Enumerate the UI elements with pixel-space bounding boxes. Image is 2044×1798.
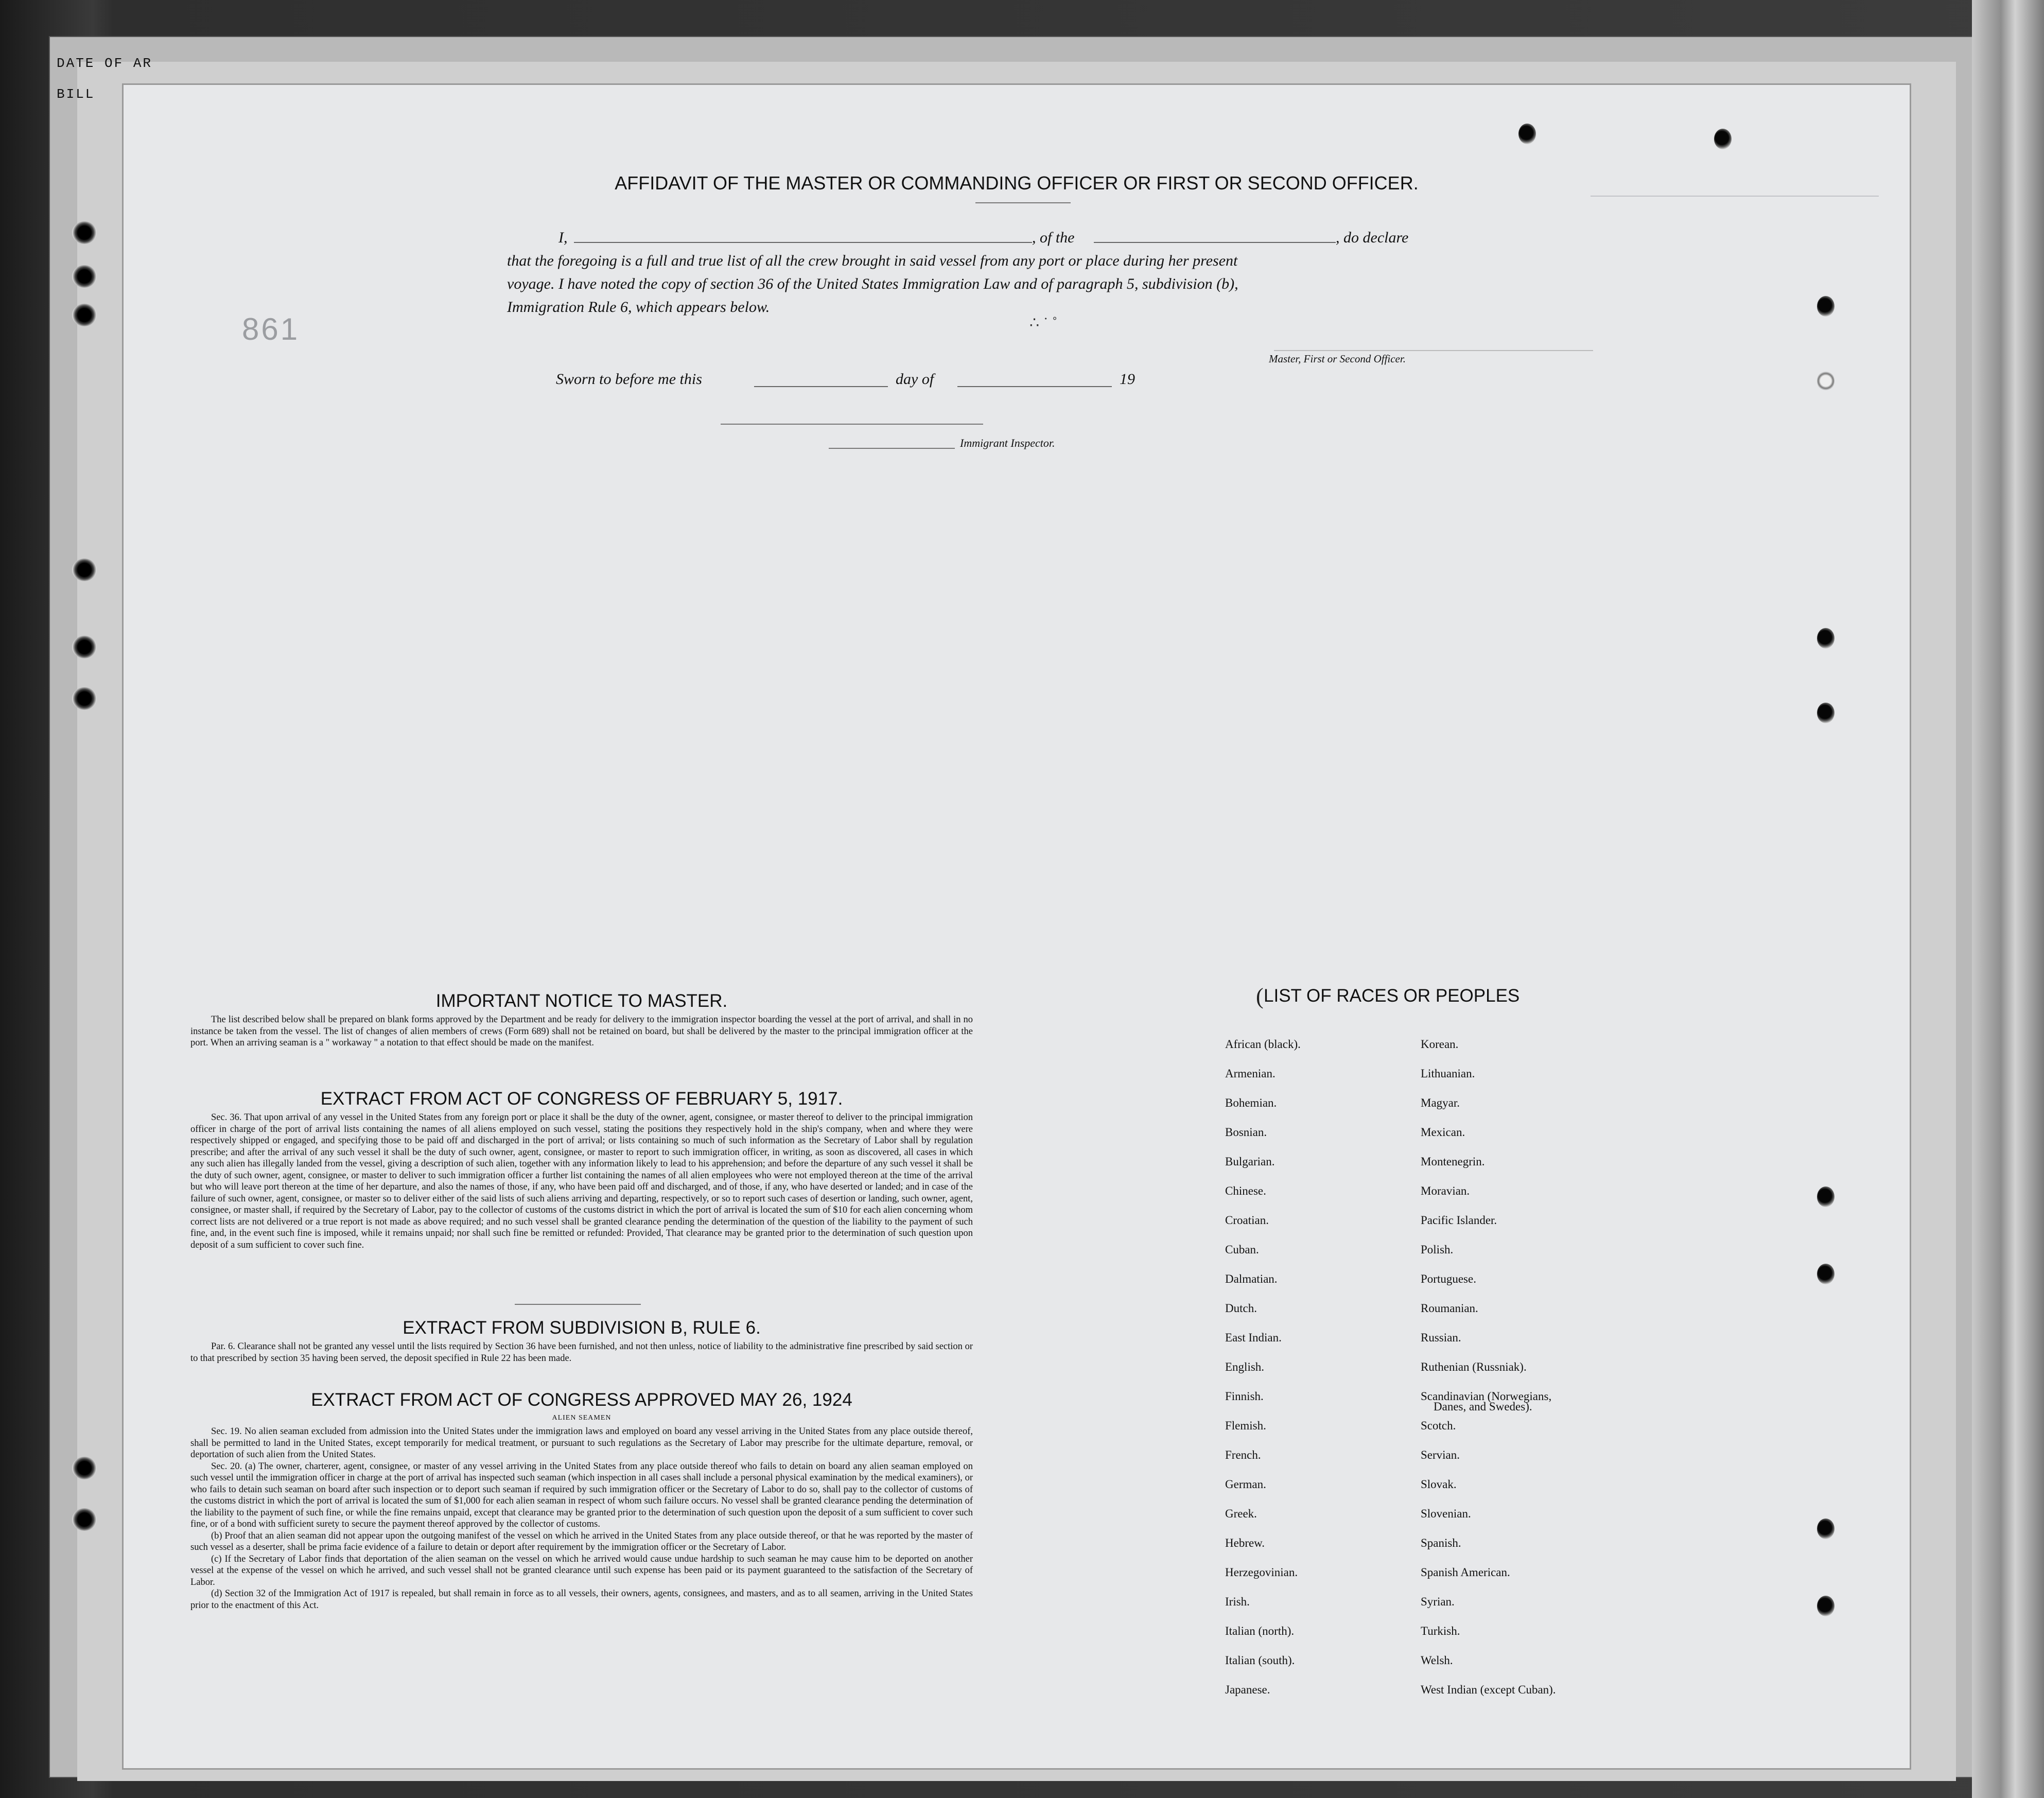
underlying-corner-text: DATE OF AR	[57, 56, 153, 71]
affidavit-page	[124, 85, 1910, 1768]
race-item: Pacific Islander.	[1421, 1214, 1497, 1227]
race-item: French.	[1225, 1448, 1261, 1461]
master-signature-line[interactable]	[1274, 350, 1593, 351]
race-item: Spanish American.	[1421, 1566, 1510, 1579]
bleed-through-rule	[1591, 196, 1879, 197]
race-item: Turkish.	[1421, 1625, 1460, 1637]
race-item: Syrian.	[1421, 1595, 1455, 1608]
race-item: English.	[1225, 1360, 1265, 1373]
name-blank[interactable]	[574, 242, 1032, 243]
binder-hole	[72, 265, 97, 288]
race-item: Korean.	[1421, 1038, 1459, 1051]
year-prefix: 19	[1120, 371, 1135, 388]
races-bracket: (	[1256, 984, 1264, 1009]
binder-hole	[72, 636, 97, 658]
punch-hole	[1817, 628, 1835, 649]
race-item: Greek.	[1225, 1507, 1257, 1520]
extract-1917-title: EXTRACT FROM ACT OF CONGRESS OF FEBRUARY 5, 1917.	[320, 1089, 843, 1109]
punch-hole	[1817, 1596, 1835, 1616]
sec-20a-text: Sec. 20. (a) The owner, charterer, agent, consignee, or master of any vessel arriving in the United States from any place outside thereof who fails to detain on board any alien seaman employed on such vessel until the immigration officer in charge at the port of arrival has inspected such seaman (which inspection in all cases shall include a personal physical examination by the medical examiners), or who fails to detain such seaman on board after such inspection or to deport such seaman if required by such immigration officer or the Secretary of Labor to do so, shall pay to the collector of customs of the customs district in which the port of arrival is located the sum of $1,000 for each alien seaman in respect of whom such failure occurs. No vessel shall be granted clearance pending the determination of the liability to the payment of such fine, or while the fine remains unpaid, except that clearance may be granted prior to the determination of such question upon the deposit of a sum sufficient to cover such fine, or of a bond with sufficient surety to secure the payment thereof approved by the collector of customs.	[190, 1461, 973, 1529]
affidavit-line-2: that the foregoing is a full and true list of all the crew brought in said vessel from any port or place during her present	[507, 252, 1238, 269]
affidavit-do-declare: , do declare	[1336, 229, 1409, 246]
race-item: Flemish.	[1225, 1419, 1266, 1432]
race-item: Croatian.	[1225, 1214, 1269, 1227]
race-item: Magyar.	[1421, 1096, 1460, 1109]
binder-hole	[72, 1457, 97, 1479]
sec-20d-text: (d) Section 32 of the Immigration Act of 1917 is repealed, but shall remain in force as to all vessels, their owners, agents, consignees, and masters, and as to all seamen, arriving in the United States prior to the enactment of this Act.	[190, 1588, 973, 1611]
extract-rule6-text: Par. 6. Clearance shall not be granted any vessel until the lists required by Section 36 have been furnished, and not then unless, notice of liability to the administrative fine prescribed by said section or to that prescribed by section 35 having been served, the deposit specified in Rule 22 has been made.	[190, 1341, 973, 1364]
race-item: Montenegrin.	[1421, 1155, 1485, 1168]
race-item: Mexican.	[1421, 1126, 1465, 1139]
binder-hole	[72, 687, 97, 710]
inspector-label: Immigrant Inspector.	[960, 437, 1055, 449]
race-item: Irish.	[1225, 1595, 1250, 1608]
punch-hole	[1817, 1186, 1835, 1207]
race-item: Hebrew.	[1225, 1537, 1265, 1549]
section-divider	[515, 1304, 641, 1305]
binder-hole	[72, 558, 97, 581]
affidavit-i: I,	[558, 229, 568, 246]
race-item: Slovak.	[1421, 1478, 1457, 1491]
extract-1924-title: EXTRACT FROM ACT OF CONGRESS APPROVED MAY 26, 1924	[311, 1390, 852, 1410]
race-item: Polish.	[1421, 1243, 1454, 1256]
race-item: Bulgarian.	[1225, 1155, 1275, 1168]
race-item: African (black).	[1225, 1038, 1301, 1051]
race-item: Italian (north).	[1225, 1625, 1295, 1637]
races-right-column	[1421, 1029, 1556, 1704]
binder-rail	[1972, 0, 2044, 1798]
affidavit-title: AFFIDAVIT OF THE MASTER OR COMMANDING OFFICER OR FIRST OR SECOND OFFICER.	[615, 172, 1419, 194]
extract-1924-body	[190, 1426, 973, 1611]
race-item: Ruthenian (Russniak).	[1421, 1360, 1527, 1373]
race-item: Moravian.	[1421, 1184, 1470, 1197]
race-item: East Indian.	[1225, 1331, 1282, 1344]
race-item: Scotch.	[1421, 1419, 1456, 1432]
race-item: Bohemian.	[1225, 1096, 1277, 1109]
races-title: LIST OF RACES OR PEOPLES	[1264, 986, 1520, 1006]
punch-hole	[1817, 703, 1835, 723]
sworn-label: Sworn to before me this	[556, 371, 702, 388]
race-item: Slovenian.	[1421, 1507, 1471, 1520]
underlying-corner-text-2: BILL	[57, 86, 95, 102]
month-blank[interactable]	[957, 386, 1112, 387]
sec-20c-text: (c) If the Secretary of Labor finds that deportation of the alien seaman on the vessel on which he arrived would cause undue hardship to such seaman he may cause him to be deported on another vessel at the expense of the vessel on which he arrived, and such vessel shall not be granted clearance until such expense has been paid or its payment guaranteed to the satisfaction of the Secretary of Labor.	[190, 1553, 973, 1587]
race-item: West Indian (except Cuban).	[1421, 1683, 1556, 1696]
races-right-continuation: Danes, and Swedes).	[1434, 1400, 1532, 1413]
race-item: Finnish.	[1225, 1390, 1264, 1403]
vessel-blank[interactable]	[1094, 242, 1336, 243]
race-item: Cuban.	[1225, 1243, 1259, 1256]
affidavit-line-3: voyage. I have noted the copy of section 36 of the United States Immigration Law and of paragraph 5, subdivision (b),	[507, 275, 1238, 292]
binder-hole	[72, 304, 97, 326]
race-item: Servian.	[1421, 1448, 1460, 1461]
stamp-number: 861	[242, 312, 300, 346]
race-item: Herzegovinian.	[1225, 1566, 1298, 1579]
affidavit-of-the: , of the	[1032, 229, 1075, 246]
punch-hole	[1817, 296, 1835, 317]
day-blank[interactable]	[754, 386, 888, 387]
race-item: Armenian.	[1225, 1067, 1276, 1080]
race-item: Welsh.	[1421, 1654, 1453, 1667]
affidavit-line-4: Immigration Rule 6, which appears below.	[507, 299, 770, 316]
race-item: German.	[1225, 1478, 1266, 1491]
race-item: Dalmatian.	[1225, 1272, 1278, 1285]
day-of-label: day of	[896, 371, 934, 388]
faint-signature-mark: ∴ ˙ ˚	[1029, 315, 1058, 331]
sec-20b-text: (b) Proof that an alien seaman did not appear upon the outgoing manifest of the vessel on which he arrived in the United States from any place outside thereof, or that he was reported by the master of such vessel as a deserter, shall be prima facie evidence of a failure to detain or deport after requirement by the immigration officer or the Secretary of Labor.	[190, 1530, 973, 1552]
race-item: Russian.	[1421, 1331, 1461, 1344]
races-left-column	[1225, 1029, 1301, 1704]
punch-hole	[1817, 371, 1835, 391]
punch-hole	[1817, 1264, 1835, 1284]
binder-hole	[72, 1508, 97, 1531]
race-item: Lithuanian.	[1421, 1067, 1475, 1080]
race-item: Roumanian.	[1421, 1302, 1478, 1315]
extract-1917-text: Sec. 36. That upon arrival of any vessel in the United States from any foreign port or place it shall be the duty of the owner, agent, consignee, or master thereof to deliver to the principal immigration officer in charge of the port of arrival lists containing the names of all aliens employed on such vessel, stating the positions they respectively hold in the ship's company, when and where they were respectively shipped or engaged, and specifying those to be paid off and discharged in the port of arrival; or lists containing so much of such information as the Secretary of Labor shall by regulation prescribe; and after the arrival of any such vessel it shall be the duty of such owner, agent, consignee, or master to report to such immigration officer, in writing, as soon as discovered, all cases in which any such alien has illegally landed from the vessel, giving a description of such alien, together with any information likely to lead to his apprehension; and before the departure of any such vessel it shall be the duty of such owner, agent, consignee, or master to deliver to such immigration officer a further list containing the names of all alien employees who were not employed thereon at the time of the arrival but who will leave port thereon at the time of her departure, and also the names of those, if any, who have been paid off and discharged, and of those, if any, who have deserted or landed; and in case of the failure of such owner, agent, consignee, or master so to deliver either of the said lists of such aliens arriving and departing, respectively, or so to report such cases of desertion or landing, such owner, agent, consignee, or master shall, if required by the Secretary of Labor, pay to the collector of customs of the customs district in which the port of arrival is located the sum of $10 for each alien concerning whom correct lists are not delivered or a true report is not made as above required; and no such vessel shall be granted clearance pending the determination of the question of the liability to the payment of such fine, and, in the event such fine is imposed, while it remains unpaid; nor shall such fine be remitted or refunded: Provided, That clearance may be granted prior to the determination of such question upon deposit of a sum sufficient to cover such fine.	[190, 1112, 973, 1250]
notice-title: IMPORTANT NOTICE TO MASTER.	[435, 991, 728, 1011]
race-item: Spanish.	[1421, 1537, 1461, 1549]
extract-rule6-title: EXTRACT FROM SUBDIVISION B, RULE 6.	[403, 1318, 761, 1338]
race-item: Scandinavian (Norwegians,	[1421, 1390, 1552, 1403]
inspector-rule-top	[721, 424, 983, 425]
race-item: Chinese.	[1225, 1184, 1266, 1197]
punch-hole	[1817, 1518, 1835, 1539]
race-item: Japanese.	[1225, 1683, 1270, 1696]
race-item: Bosnian.	[1225, 1126, 1267, 1139]
race-item: Portuguese.	[1421, 1272, 1476, 1285]
inspector-signature-line[interactable]	[829, 448, 955, 449]
punch-hole	[1518, 124, 1536, 144]
title-rule	[975, 202, 1071, 203]
sec-19-text: Sec. 19. No alien seaman excluded from admission into the United States under the immigration laws and employed on board any vessel arriving in the United States from any place outside thereof, shall be permitted to land in the United States, except temporarily for medical treatment, or pursuant to such regulations as the Secretary of Labor may prescribe for the ultimate departure, removal, or deportation of such alien from the United States.	[190, 1426, 973, 1460]
master-label: Master, First or Second Officer.	[1269, 353, 1406, 365]
punch-hole	[1714, 129, 1732, 149]
extract-1924-subtitle: ALIEN SEAMEN	[552, 1414, 612, 1422]
binder-hole	[72, 221, 97, 244]
notice-text: The list described below shall be prepared on blank forms approved by the Department and be ready for delivery to the immigration inspector boarding the vessel at the port of arrival, and shall in no instance be taken from the vessel. The list of changes of alien members of crews (Form 689) shall not be retained on board, but shall be delivered by the master to the principal immigration officer at the port. When an arriving seaman is a " workaway " a notation to that effect should be made on the manifest.	[190, 1015, 973, 1048]
race-item: Italian (south).	[1225, 1654, 1295, 1667]
race-item: Dutch.	[1225, 1302, 1257, 1315]
